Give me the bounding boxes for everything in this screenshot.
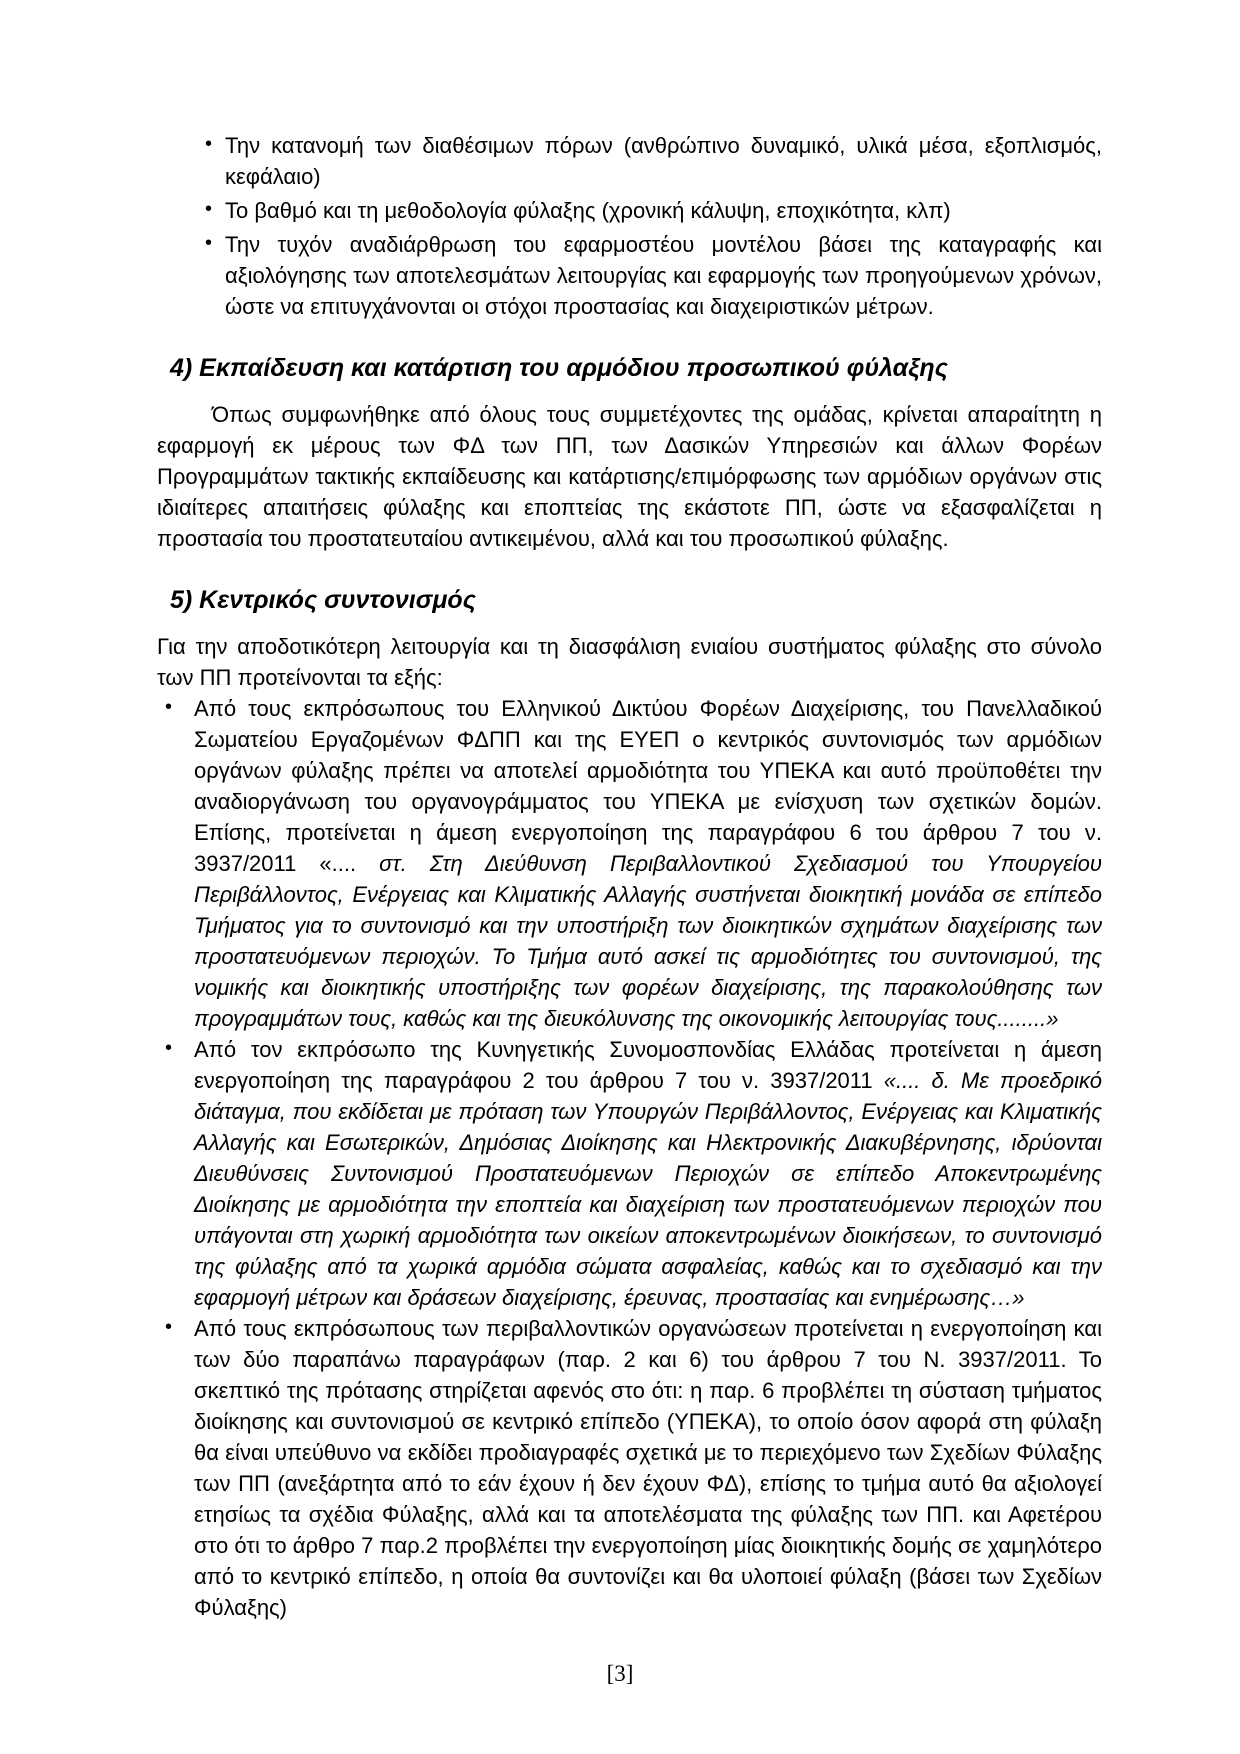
list-item	[157, 195, 1102, 226]
bullet-icon: •	[165, 696, 173, 718]
bullet-icon: •	[205, 232, 213, 254]
page-number: [3]	[606, 1661, 634, 1686]
bullet-text-normal: Από τον εκπρόσωπο της Κυνηγετικής Συνομοσπονδίας Ελλάδας προτείνεται η άμεση ενεργοποίηση της παραγράφου 2 του άρθρου 7 του ν. 3937/2011	[194, 1037, 1102, 1093]
bullet-icon: •	[165, 1316, 173, 1338]
bullet-text-normal: Από τους εκπρόσωπους του Ελληνικού Δικτύου Φορέων Διαχείρισης, του Πανελλαδικού Σωματείου Εργαζομένων ΦΔΠΠ και της ΕΥΕΠ ο κεντρικός συντονισμός των αρμόδιων οργάνων φύλαξης πρέπει να αποτελεί αρμοδιότητα του ΥΠΕΚΑ και αυτό προϋποθέτει την αναδιοργάνωση του οργανογράμματος του ΥΠΕΚΑ με ενίσχυση των σχετικών δομών. Επίσης, προτείνεται η άμεση ενεργοποίηση της παραγράφου 6 του άρθρου 7 του ν. 3937/2011 «....	[194, 696, 1102, 876]
bullet-text-quote: «.... δ. Με προεδρικό διάταγμα, που εκδίδεται με πρόταση των Υπουργών Περιβάλλοντος, Ενέργειας και Κλιματικής Αλλαγής και Εσωτερικών, Δημόσιας Διοίκησης και Ηλεκτρονικής Διακυβέρνησης, ιδρύονται Διευθύνσεις Συντονισμού Προστατευόμενων Περιοχών σε επίπεδο Αποκεντρωμένης Διοίκησης με αρμοδιότητα την εποπτεία και διαχείριση των προστατευόμενων περιοχών που υπάγονται στη χωρική αρμοδιότητα των οικείων αποκεντρωμένων διοικήσεων, το συντονισμό της φύλαξης από τα χωρικά αρμόδια σώματα ασφαλείας, καθώς και το σχεδιασμό και την εφαρμογή μέτρων και δράσεων διαχείρισης, έρευνας, προστασίας και ενημέρωσης…»	[194, 1068, 1102, 1310]
section-5-heading: 5) Κεντρικός συντονισμός	[170, 586, 476, 614]
bullet-icon: •	[165, 1037, 173, 1059]
list-item	[157, 130, 1102, 192]
list-item-text: Το βαθμό και τη μεθοδολογία φύλαξης (χρονική κάλυψη, εποχικότητα, κλπ)	[225, 198, 951, 223]
bullet-text-quote: στ. Στη Διεύθυνση Περιβαλλοντικού Σχεδιασμού του Υπουργείου Περιβάλλοντος, Ενέργειας και Κλιματικής Αλλαγής συστήνεται διοικητική μονάδα σε επίπεδο Τμήματος για το συντονισμό και την υποστήριξη των διοικητικών σχημάτων διαχείρισης των προστατευόμενων περιοχών. Το Τμήμα αυτό ασκεί τις αρμοδιότητες του συντονισμού, της νομικής και διοικητικής υποστήριξης των φορέων διαχείρισης, της παρακολούθησης των προγραμμάτων τους, καθώς και της διευκόλυνσης της οικονομικής λειτουργίας τους........»	[194, 851, 1103, 1031]
section-4-paragraph: Όπως συμφωνήθηκε από όλους τους συμμετέχοντες της ομάδας, κρίνεται απαραίτητη η εφαρμογή εκ μέρους των ΦΔ των ΠΠ, των Δασικών Υπηρεσιών και άλλων Φορέων Προγραμμάτων τακτικής εκπαίδευσης και κατάρτισης/επιμόρφωσης των αρμόδιων οργάνων στις ιδιαίτερες απαιτήσεις φύλαξης και εποπτείας της εκάστοτε ΠΠ, ώστε να εξασφαλίζεται η προστασία του προστατευταίου αντικειμένου, αλλά και του προσωπικού φύλαξης.	[157, 402, 1102, 551]
list-item-text: Την κατανομή των διαθέσιμων πόρων (ανθρώπινο δυναμικό, υλικά μέσα, εξοπλισμός, κεφάλαιο)	[225, 133, 1102, 189]
list-item-text: Την τυχόν αναδιάρθρωση του εφαρμοστέου μοντέλου βάσει της καταγραφής και αξιολόγησης των αποτελεσμάτων λειτουργίας και εφαρμογής των προηγούμενων χρόνων, ώστε να επιτυγχάνονται οι στόχοι προστασίας και διαχειριστικών μέτρων.	[225, 232, 1102, 319]
list-item	[157, 693, 1102, 1034]
list-item	[157, 1313, 1102, 1623]
page-content	[157, 130, 1102, 1623]
bullet-icon: •	[205, 198, 213, 220]
list-item	[157, 1034, 1102, 1313]
top-bullet-list	[157, 130, 1102, 322]
section-5-intro: Για την αποδοτικότερη λειτουργία και τη διασφάλιση ενιαίου συστήματος φύλαξης στο σύνολο των ΠΠ προτείνονται τα εξής:	[157, 634, 1102, 690]
bullet-text-normal: Από τους εκπρόσωπους των περιβαλλοντικών οργανώσεων προτείνεται η ενεργοποίηση και των δύο παραπάνω παραγράφων (παρ. 2 και 6) του άρθρου 7 του Ν. 3937/2011. Το σκεπτικό της πρότασης στηρίζεται αφενός στο ότι: η παρ. 6 προβλέπει τη σύσταση τμήματος διοίκησης και συντονισμού σε κεντρικό επίπεδο (ΥΠΕΚΑ), το οποίο όσον αφορά στη φύλαξη θα είναι υπεύθυνο να εκδίδει προδιαγραφές σχετικά με το περιεχόμενο των Σχεδίων Φύλαξης των ΠΠ (ανεξάρτητα από το εάν έχουν ή δεν έχουν ΦΔ), επίσης το τμήμα αυτό θα αξιολογεί ετησίως τα σχέδια Φύλαξης, αλλά και τα αποτελέσματα της φύλαξης των ΠΠ. και Αφετέρου στο ότι το άρθρο 7 παρ.2 προβλέπει την ενεργοποίηση μίας διοικητικής δομής σε χαμηλότερο από το κεντρικό επίπεδο, η οποία θα συντονίζει και θα υλοποιεί φύλαξη (βάσει των Σχεδίων Φύλαξης)	[194, 1316, 1102, 1620]
bullet-icon: •	[205, 133, 213, 155]
list-item	[157, 229, 1102, 322]
section-4-heading: 4) Εκπαίδευση και κατάρτιση του αρμόδιου προσωπικού φύλαξης	[170, 354, 948, 382]
section-5-bullet-list	[157, 693, 1102, 1623]
